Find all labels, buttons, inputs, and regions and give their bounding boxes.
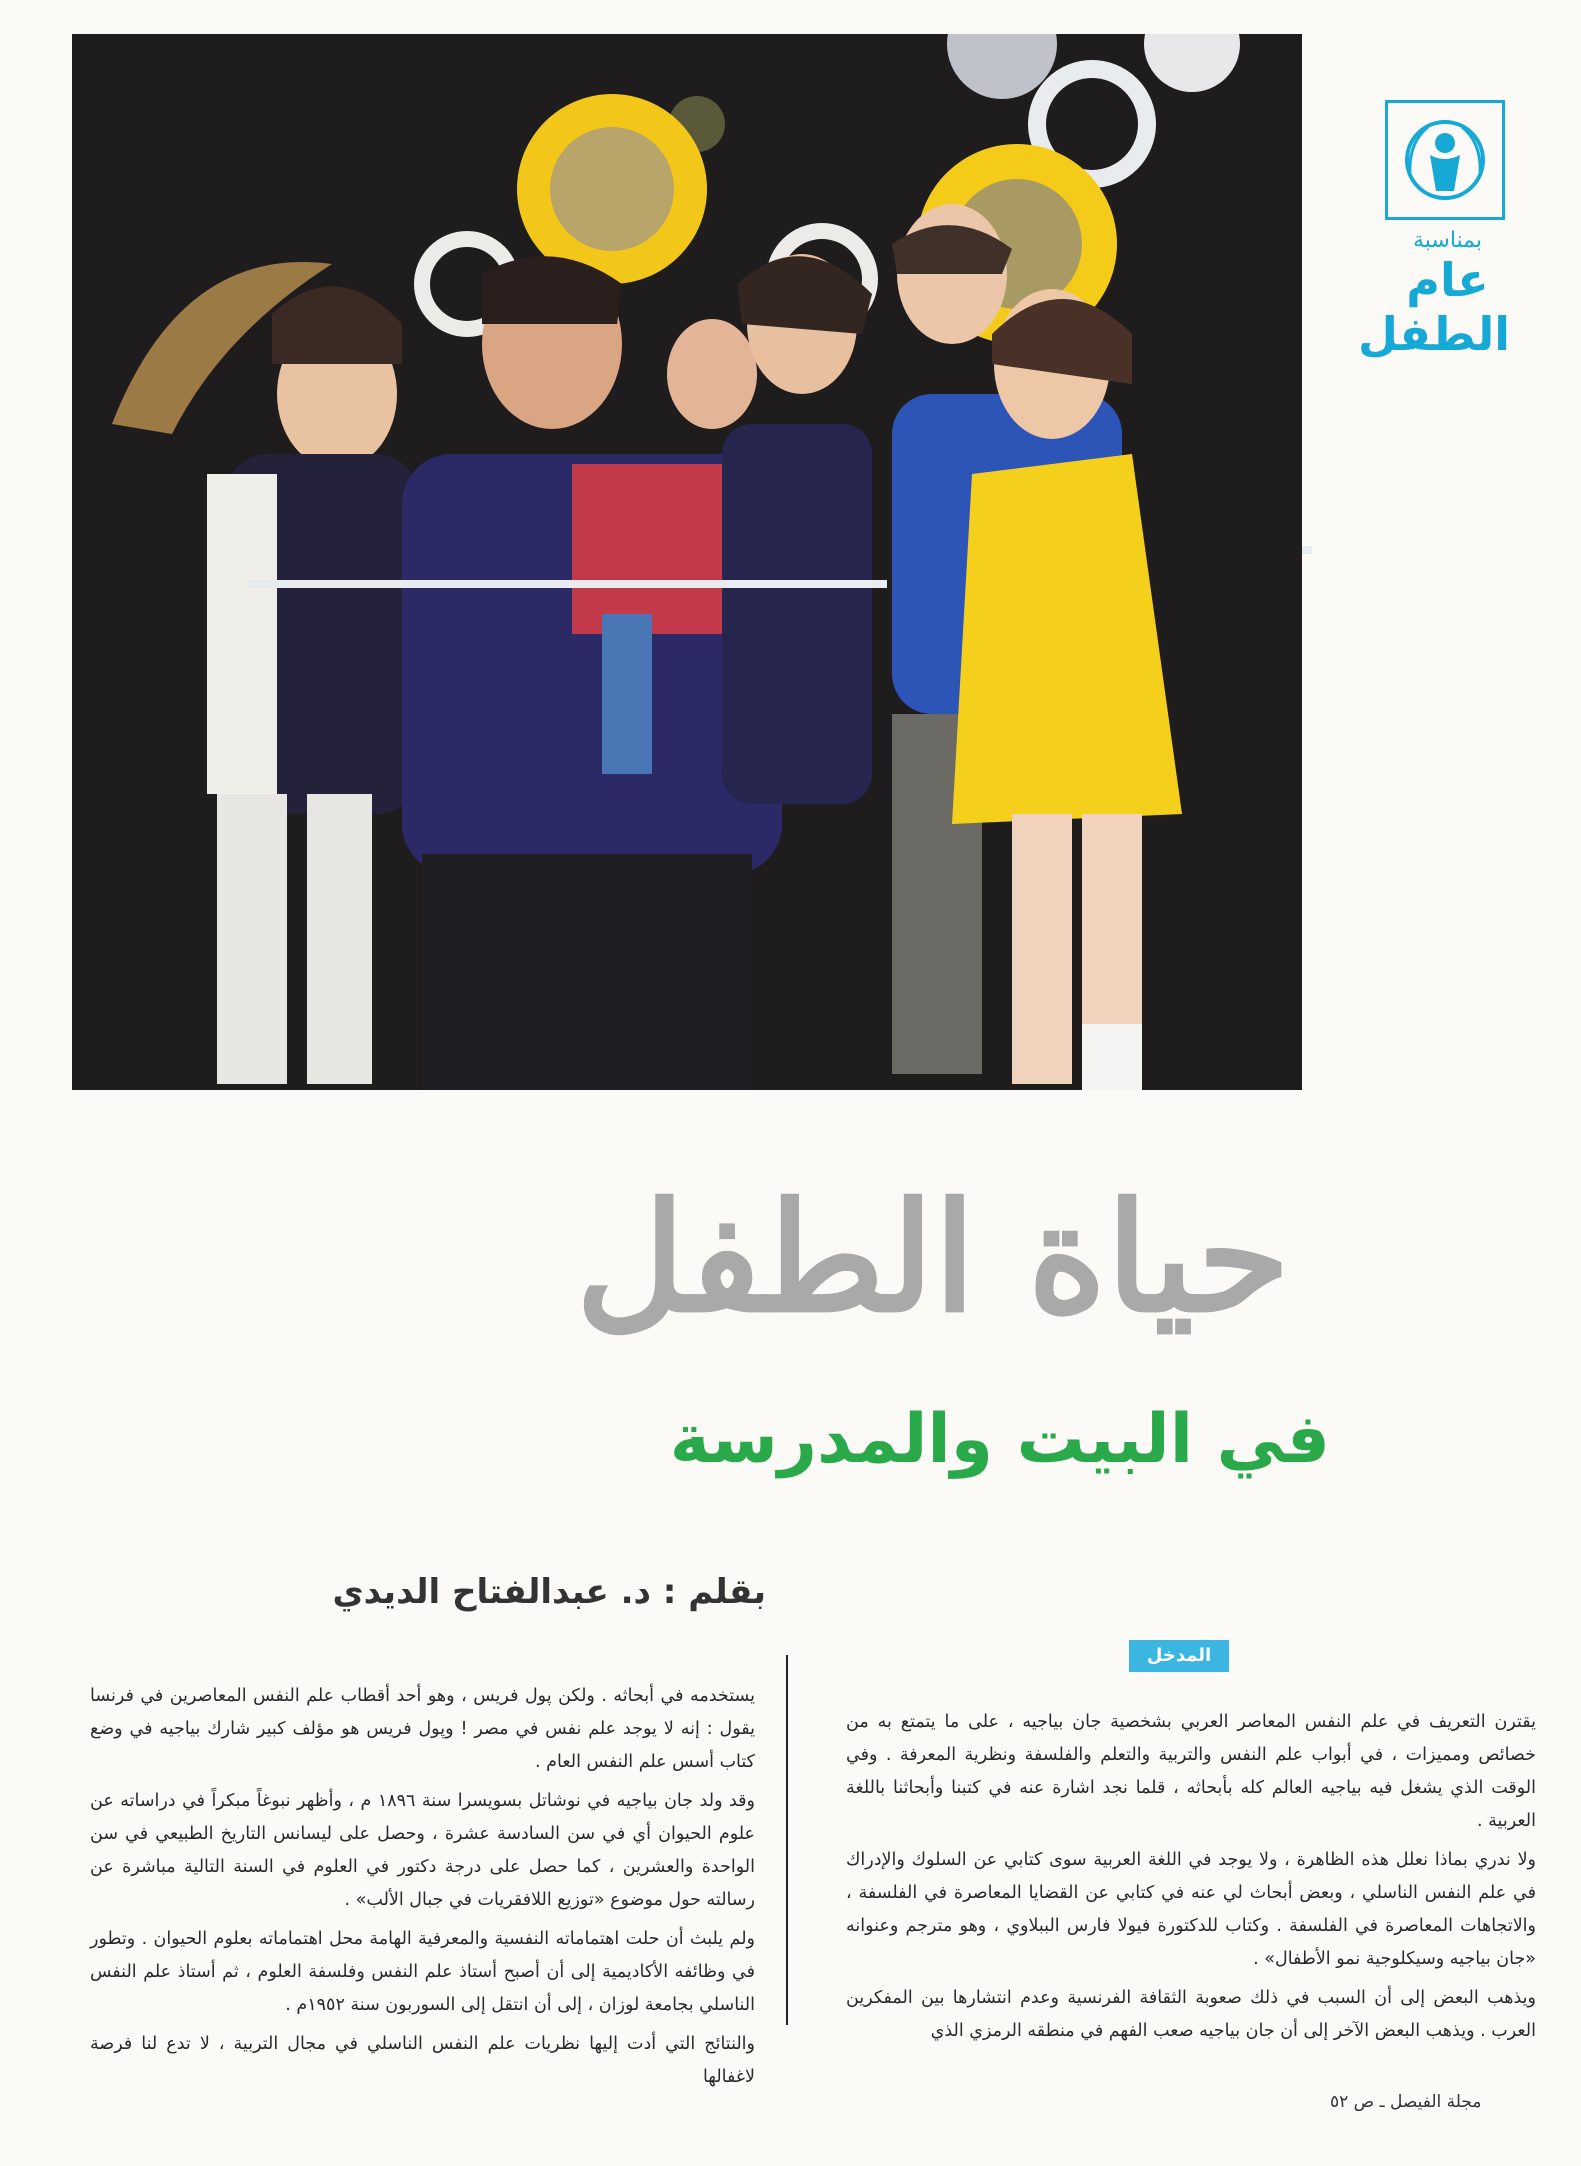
un-child-emblem [1385,100,1505,220]
emblem-icon [1388,103,1502,217]
paragraph: والنتائج التي أدت إليها نظريات علم النفس الناسلي في مجال التربية ، لا تدع لنا فرصة لاغفالها [90,2034,755,2087]
paragraph: ويذهب البعض إلى أن السبب في ذلك صعوبة الثقافة الفرنسية وعدم انتشارها بين المفكرين العرب . ويذهب البعض الآخر إلى أن جان بياجيه صعب الفهم في منطقه الرمزي الذي [846,1988,1536,2041]
paragraph: يقترن التعريف في علم النفس المعاصر العربي بشخصية جان بياجيه ، على ما يتمتع به من خصائص ومميزات ، في أبواب علم النفس والتربية والتعلم والفلسفة ونظرية المعرفة . وفي الوقت الذي يشغل فيه بياجيه العالم كله بأبحاثه ، قلما نجد اشارة عنه في كتبنا وأبحاثنا باللغة العربية . [846,1712,1536,1831]
paragraph: ولا ندري بماذا نعلل هذه الظاهرة ، ولا يوجد في اللغة العربية سوى كتابي عن السلوك والإدراك في علم النفس الناسلي ، وبعض أبحاث لي عنه في كتابي عن القضايا المعاصرة في الفلسفة ، والاتجاهات المعاصرة في الفلسفة . وكتاب للدكتورة فيولا فارس الببلاوي ، وهو مترجم وعنوانه «جان بياجيه وسيكلوجية نمو الأطفال» . [846,1850,1536,1969]
logo-occasion-text: بمناسبة [1412,228,1483,253]
article-column-left [90,1680,755,2100]
logo-title-line1: عام [1406,253,1489,307]
paragraph: يستخدمه في أبحاثه . ولكن پول فريس ، وهو أحد أقطاب علم النفس المعاصرين في فرنسا يقول : إنه لا يوجد علم نفس في مصر ! وپول فريس هو مؤلف كبير شارك بياجيه في وضع كتاب أسس علم النفس العام . [90,1686,755,1772]
page-footer: مجلة الفيصل ـ ص ٥٢ [1330,2092,1482,2112]
scan-artifact-edge [1302,546,1312,554]
article-title: حياة الطفل [575,1170,1290,1346]
photo-illustration [72,34,1302,1090]
paragraph: وقد ولد جان بياجيه في نوشاتل بسويسرا سنة ١٨٩٦ م ، وأظهر نبوغاً مبكراً في دراساته عن علوم الحيوان أي في سن السادسة عشرة ، وحصل على ليسانس التاريخ الطبيعي في سن الواحدة والعشرين ، كما حصل على درجة دكتور في العلوم في السنة التالية مباشرة عن رسالته حول موضوع «توزيع اللافقريات في جبال الألب» . [90,1791,755,1910]
section-label-intro: المدخل [1129,1640,1229,1672]
article-column-right [846,1706,1536,2054]
scan-artifact [247,580,887,588]
logo-title-line2: الطفل [1357,307,1510,361]
author-byline: بقلم : د. عبدالفتاح الديدي [332,1572,766,1612]
article-photo [72,34,1302,1090]
article-title-block [300,1160,1330,1540]
article-subtitle: في البيت والمدرسة [669,1400,1330,1479]
paragraph: ولم يلبث أن حلت اهتماماته النفسية والمعرفية الهامة محل اهتماماته بعلوم الحيوان . وتطور في وظائفه الأكاديمية إلى أن أصبح أستاذ علم النفس وفلسفة العلوم ، ثم أستاذ علم النفس الناسلي بجامعة لوزان ، إلى أن انتقل إلى السوربون سنة ١٩٥٢م . [90,1929,755,2015]
year-of-child-logo [1357,100,1510,390]
column-divider [786,1655,788,2025]
